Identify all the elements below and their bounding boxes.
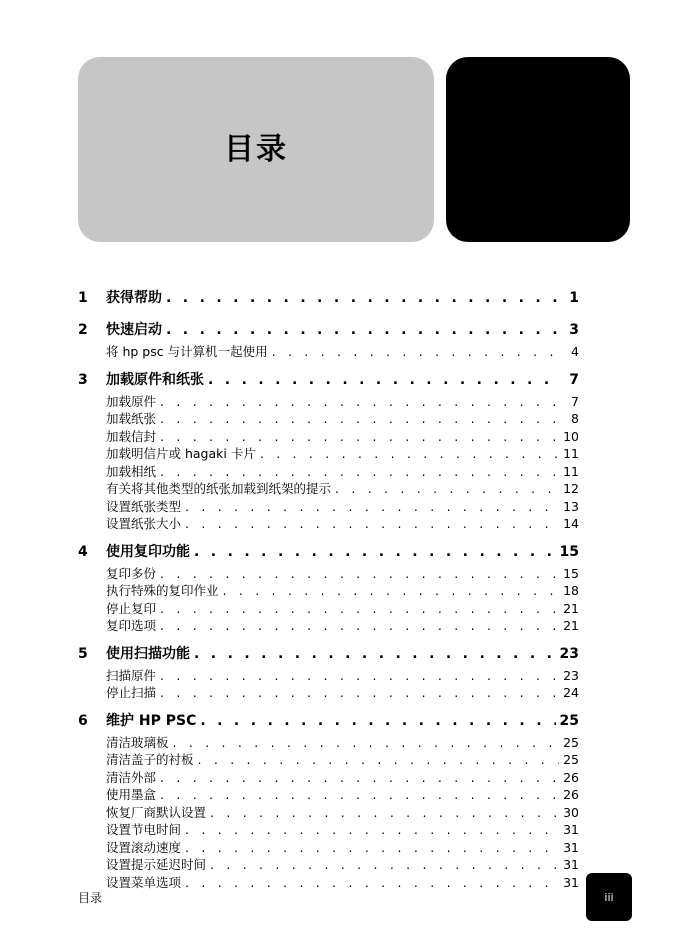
dot-leader [194, 641, 556, 667]
toc-chapter [78, 708, 579, 892]
dot-leader [160, 617, 559, 635]
chapter-number: 1 [78, 290, 88, 306]
dot-leader [160, 786, 559, 804]
toc-chapter-entry[interactable] [78, 641, 579, 667]
section-title: 加载信封 [106, 428, 157, 444]
page-number-badge [586, 873, 632, 921]
section-page: 30 [563, 804, 579, 820]
dot-leader [160, 667, 559, 685]
toc-chapter [78, 539, 579, 635]
section-title: 加载相纸 [106, 463, 157, 479]
dot-leader [160, 410, 561, 428]
header-black-panel [446, 57, 630, 242]
toc-section-entry[interactable] [78, 804, 579, 822]
toc-section-entry[interactable] [78, 565, 579, 583]
section-title: 执行特殊的复印作业 [106, 583, 219, 598]
chapter-number: 4 [78, 543, 88, 560]
toc-section-entry[interactable] [78, 856, 579, 874]
toc-section-entry[interactable] [78, 769, 579, 787]
dot-leader [185, 839, 559, 857]
chapter-title: 快速启动 [106, 322, 162, 338]
chapter-page: 3 [569, 322, 579, 338]
chapter-page: 15 [559, 543, 579, 560]
dot-leader [208, 367, 561, 393]
toc-section-entry[interactable] [78, 480, 579, 498]
section-page: 31 [563, 857, 579, 872]
section-title: 扫描原件 [106, 667, 157, 683]
chapter-title: 获得帮助 [106, 290, 162, 306]
chapter-title: 维护 HP PSC [106, 712, 197, 729]
chapter-title: 加载原件和纸张 [106, 371, 204, 388]
dot-leader [272, 343, 561, 361]
toc-section-entry[interactable] [78, 498, 579, 516]
section-title: 清洁外部 [106, 769, 157, 785]
section-page: 12 [563, 481, 579, 496]
dot-leader [160, 428, 559, 446]
chapter-number: 3 [78, 371, 88, 388]
toc-section-entry[interactable] [78, 874, 579, 892]
section-page: 26 [563, 787, 579, 802]
section-title: 停止复印 [106, 600, 157, 616]
dot-leader [200, 708, 555, 734]
toc-section-entry[interactable] [78, 343, 579, 361]
dot-leader [166, 317, 561, 343]
section-page: 24 [563, 685, 579, 700]
section-title: 将 hp psc 与计算机一起使用 [106, 344, 268, 359]
section-page: 31 [563, 874, 579, 890]
section-page: 14 [563, 516, 579, 531]
toc-section-entry[interactable] [78, 786, 579, 804]
dot-leader [185, 498, 559, 516]
toc-section-entry[interactable] [78, 734, 579, 752]
toc-chapter-entry[interactable] [78, 708, 579, 734]
toc-chapter-entry[interactable] [78, 317, 579, 343]
section-page: 31 [563, 822, 579, 837]
toc-chapter [78, 367, 579, 533]
section-title: 加载纸张 [106, 411, 157, 426]
chapter-page: 23 [559, 645, 579, 662]
toc-section-entry[interactable] [78, 393, 579, 411]
section-page: 10 [563, 428, 579, 444]
chapter-number: 2 [78, 322, 88, 338]
chapter-page: 7 [569, 371, 579, 388]
dot-leader [210, 804, 559, 822]
chapter-title: 使用复印功能 [106, 543, 190, 560]
chapter-page: 1 [569, 290, 579, 306]
toc-chapter [78, 641, 579, 702]
section-title: 清洁玻璃板 [106, 734, 169, 750]
chapter-page: 25 [559, 712, 579, 729]
dot-leader [210, 856, 559, 874]
footer-section-label: 目录 [78, 891, 103, 905]
toc-section-entry[interactable] [78, 667, 579, 685]
dot-leader [185, 515, 559, 533]
section-page: 11 [563, 446, 579, 461]
section-title: 复印选项 [106, 618, 157, 633]
section-title: 使用墨盒 [106, 787, 157, 802]
toc-section-entry[interactable] [78, 463, 579, 481]
section-title: 设置菜单选项 [106, 874, 182, 890]
page-number: iii [604, 890, 614, 904]
dot-leader [223, 582, 560, 600]
section-page: 7 [571, 393, 579, 409]
toc-chapter [78, 317, 579, 361]
section-title: 设置纸张类型 [106, 498, 182, 514]
section-page: 26 [563, 769, 579, 785]
section-title: 停止扫描 [106, 685, 157, 700]
section-page: 13 [563, 498, 579, 514]
dot-leader [160, 463, 559, 481]
dot-leader [160, 565, 559, 583]
section-title: 设置提示延迟时间 [106, 857, 207, 872]
chapter-number: 5 [78, 645, 88, 662]
section-page: 11 [563, 463, 579, 479]
section-title: 加载明信片或 hagaki 卡片 [106, 446, 256, 461]
toc-section-entry[interactable] [78, 410, 579, 428]
dot-leader [185, 874, 559, 892]
section-page: 25 [563, 752, 579, 767]
section-page: 4 [571, 344, 579, 359]
dot-leader [198, 751, 560, 769]
toc-section-entry[interactable] [78, 617, 579, 635]
toc-section-entry[interactable] [78, 428, 579, 446]
toc-chapter-entry[interactable] [78, 367, 579, 393]
section-page: 21 [563, 600, 579, 616]
section-title: 加载原件 [106, 393, 157, 409]
dot-leader [160, 684, 559, 702]
chapter-number: 6 [78, 712, 88, 729]
section-page: 23 [563, 667, 579, 683]
dot-leader [335, 480, 559, 498]
toc-section-entry[interactable] [78, 839, 579, 857]
chapter-title: 使用扫描功能 [106, 645, 190, 662]
dot-leader [160, 600, 559, 618]
toc-chapter-entry[interactable] [78, 285, 579, 311]
section-title: 有关将其他类型的纸张加载到纸架的提示 [106, 481, 332, 496]
section-title: 复印多份 [106, 565, 157, 581]
section-title: 设置纸张大小 [106, 516, 182, 531]
section-page: 25 [563, 734, 579, 750]
toc-section-entry[interactable] [78, 515, 579, 533]
toc-section-entry[interactable] [78, 445, 579, 463]
page-title: 目录 [224, 132, 288, 167]
section-page: 15 [563, 565, 579, 581]
section-title: 清洁盖子的衬板 [106, 752, 194, 767]
toc-section-entry[interactable] [78, 821, 579, 839]
section-page: 8 [571, 411, 579, 426]
toc-chapter-entry[interactable] [78, 539, 579, 565]
table-of-contents [78, 285, 579, 897]
dot-leader [194, 539, 556, 565]
toc-section-entry[interactable] [78, 684, 579, 702]
section-title: 设置滚动速度 [106, 839, 182, 855]
dot-leader [260, 445, 559, 463]
toc-section-entry[interactable] [78, 751, 579, 769]
toc-section-entry[interactable] [78, 600, 579, 618]
dot-leader [173, 734, 560, 752]
dot-leader [160, 393, 561, 411]
section-page: 18 [563, 583, 579, 598]
dot-leader [185, 821, 559, 839]
toc-section-entry[interactable] [78, 582, 579, 600]
dot-leader [160, 769, 559, 787]
dot-leader [166, 285, 561, 311]
section-page: 21 [563, 618, 579, 633]
section-title: 设置节电时间 [106, 822, 182, 837]
section-page: 31 [563, 839, 579, 855]
section-title: 恢复厂商默认设置 [106, 804, 207, 820]
toc-chapter [78, 285, 579, 311]
